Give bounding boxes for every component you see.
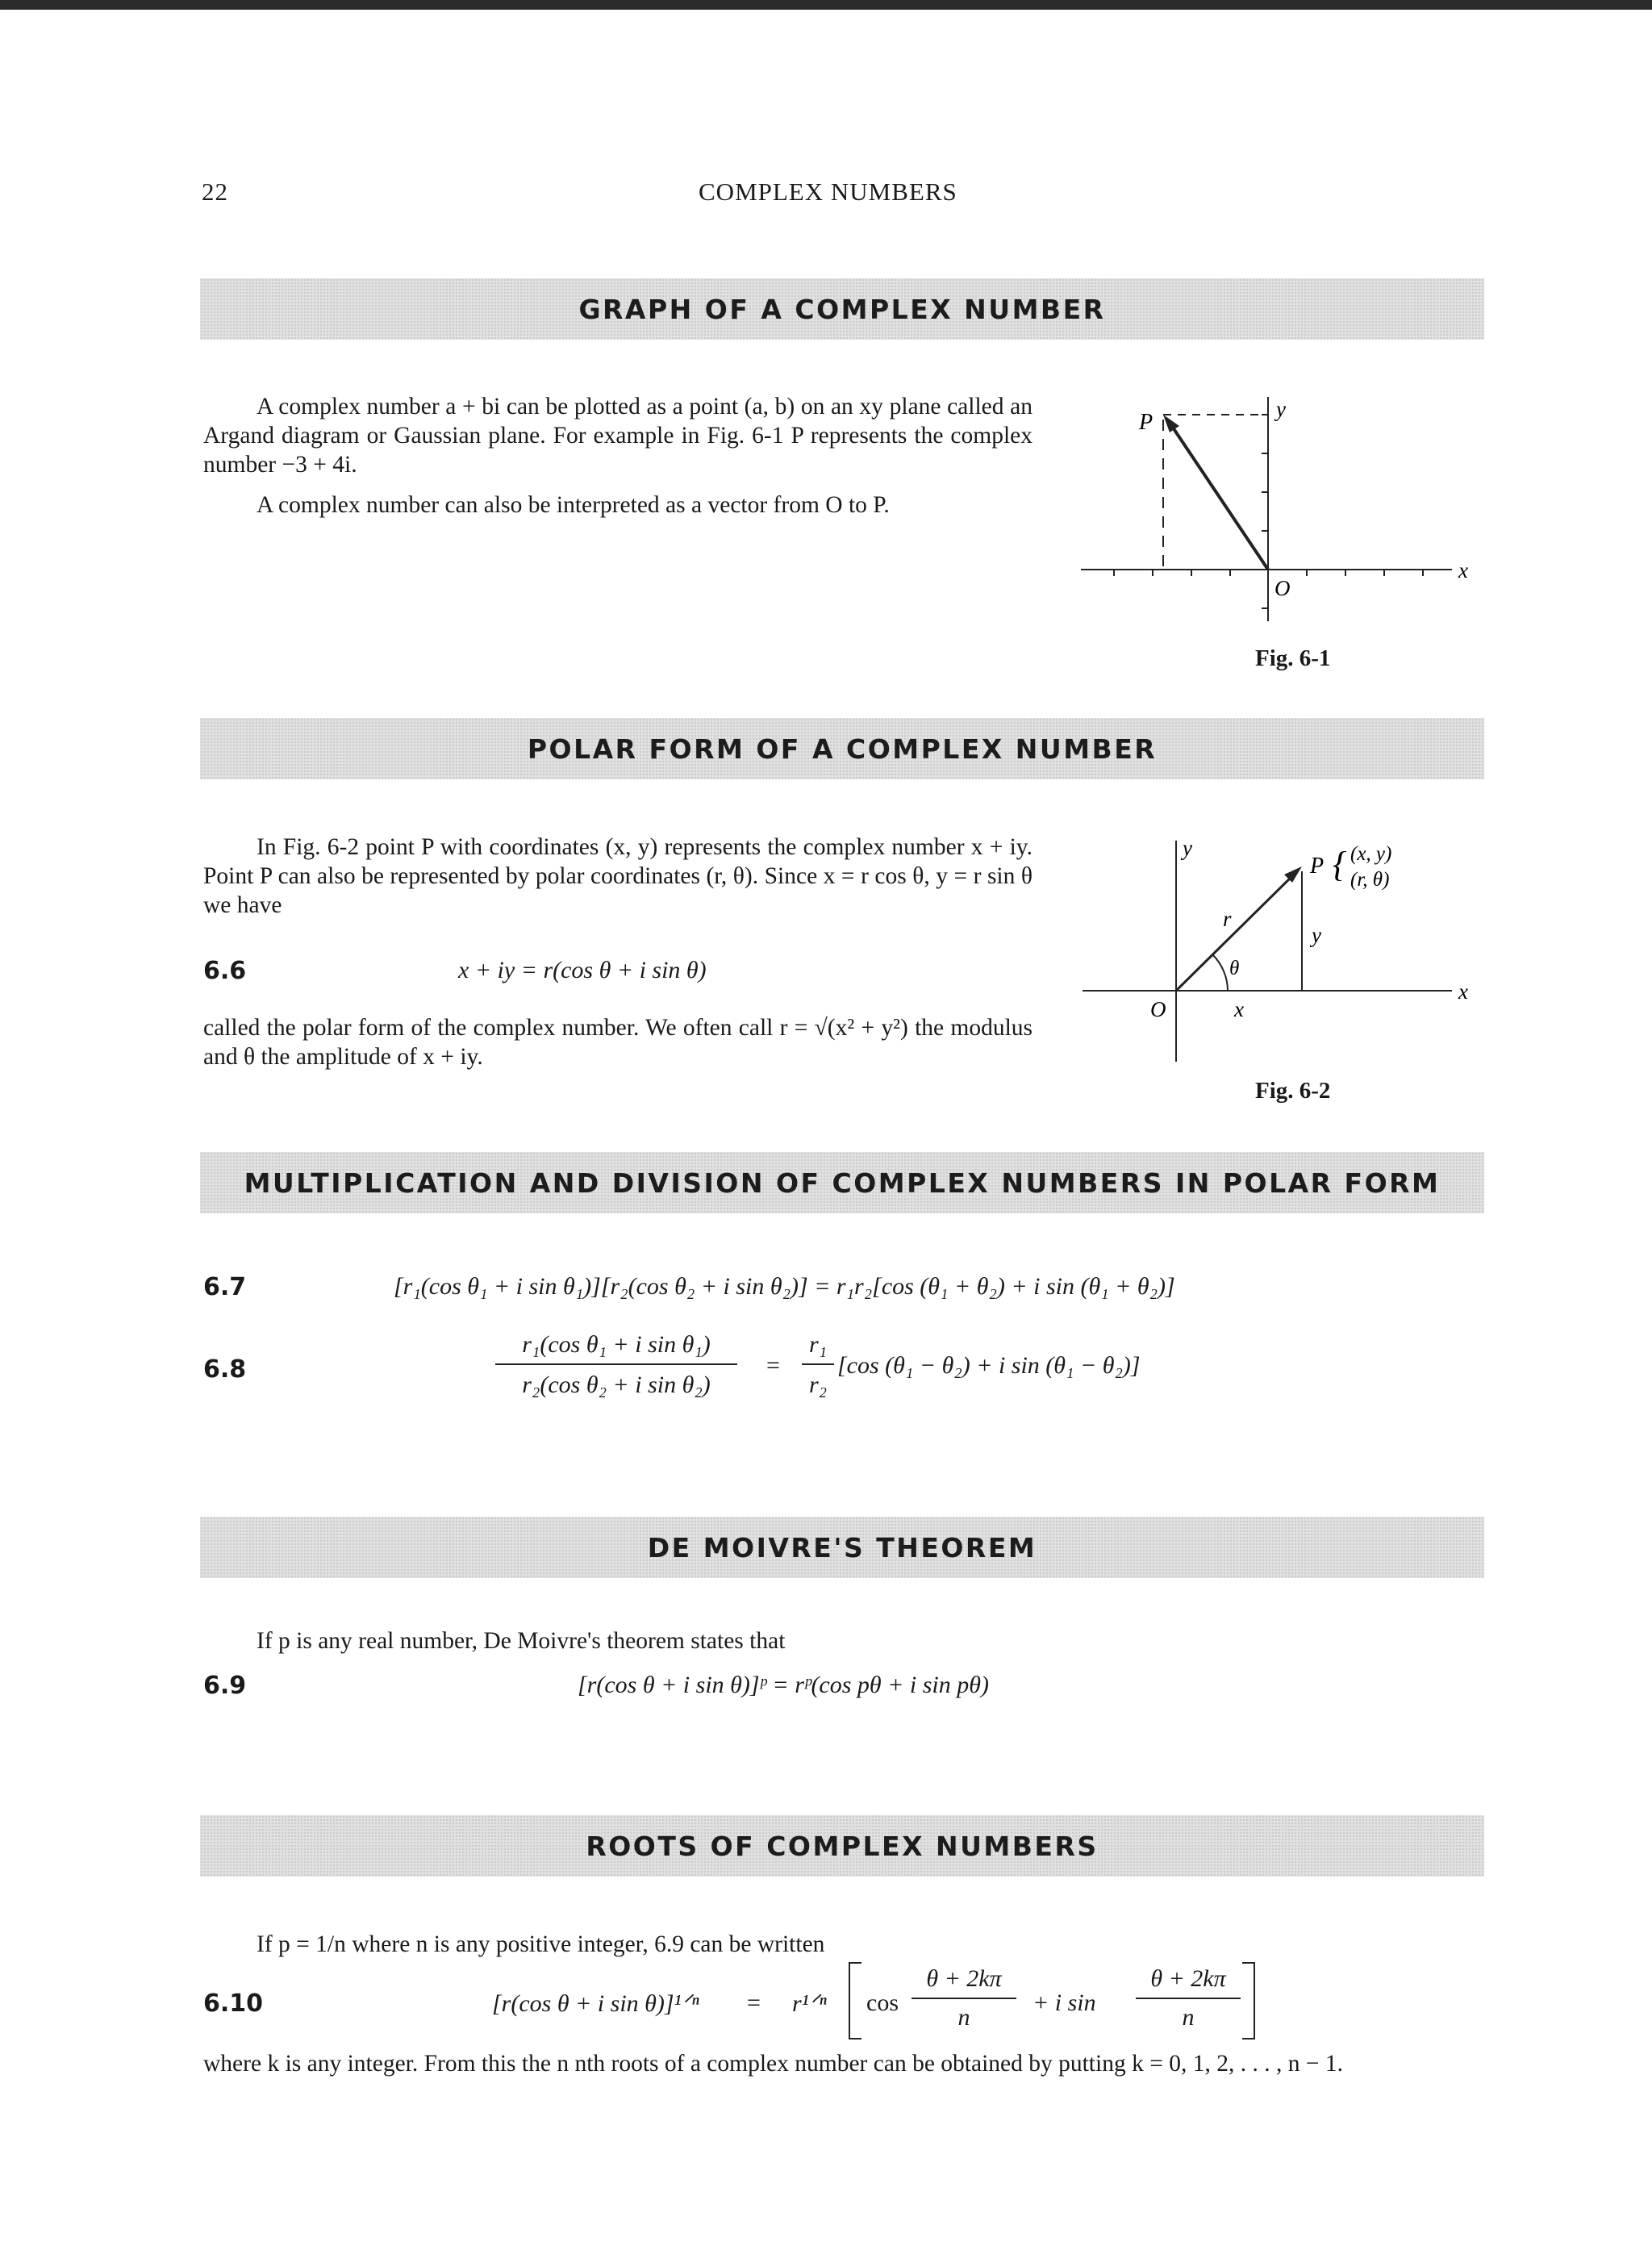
equation-6-7: [r₁(cos θ₁ + i sin θ₁)][r₂(cos θ₂ + i sin θ₂)] = r₁r₂[cos (θ₁ + θ₂) + i sin (θ₁ + θ₂)] (394, 1273, 1175, 1300)
eq-6-8-r2: r₂ (808, 1371, 828, 1398)
equation-6-6: x + iy = r(cos θ + i sin θ) (458, 957, 707, 983)
eq-6-8-fraction-bar (495, 1363, 737, 1365)
polar-paragraph-1: In Fig. 6-2 point P with coordinates (x, y) represents the complex number x + iy. Point P can also be represented by polar coordinates (r, θ). Since x = r cos θ, y = r sin θ we have (203, 834, 1032, 918)
top-rule (0, 0, 1652, 10)
section-heading-muldiv: MULTIPLICATION AND DIVISION OF COMPLEX NUMBERS IN POLAR FORM (200, 1152, 1484, 1213)
eq-6-8-numerator: r₁(cos θ₁ + i sin θ₁) (522, 1331, 711, 1358)
eq-6-8-rhs: [cos (θ₁ − θ₂) + i sin (θ₁ − θ₂)] (837, 1352, 1141, 1379)
graph-paragraph-2: A complex number can also be interpreted as a vector from O to P. (257, 492, 890, 518)
label-o: O (1150, 997, 1166, 1021)
figure-6-2 (1073, 831, 1492, 1089)
section-heading-graph: GRAPH OF A COMPLEX NUMBER (200, 278, 1484, 340)
label-theta: θ (1229, 958, 1240, 979)
label-o: O (1274, 576, 1291, 600)
figure-6-2-caption: Fig. 6-2 (1255, 1078, 1331, 1104)
eq-6-10-right-bracket (1242, 1962, 1255, 2039)
eq-6-10-frac2-bar (1136, 1998, 1241, 1999)
demoivre-paragraph: If p is any real number, De Moivre's theorem states that (257, 1628, 786, 1654)
eq-6-10-frac1-num: θ + 2kπ (926, 1965, 1002, 1992)
graph-paragraph-1: A complex number a + bi can be plotted as a point (a, b) on an xy plane called an Argand diagram or Gaussian plane. For example in Fig. 6-1 P represents the complex number −3 + 4i. (203, 394, 1032, 478)
label-x: x (1458, 979, 1468, 1004)
eq-6-8-equals: = (766, 1352, 780, 1379)
eq-number-6-6: 6.6 (203, 957, 247, 985)
label-y: y (1183, 836, 1192, 860)
eq-6-10-cos: cos (866, 1989, 899, 2016)
label-x-segment: x (1234, 997, 1244, 1021)
figure-6-1-caption: Fig. 6-1 (1255, 645, 1331, 671)
polar-paragraph-2: called the polar form of the complex number. We often call r = √(x² + y²) the modulus and θ the amplitude of x + iy. (203, 1015, 1032, 1070)
eq-6-10-frac2-den: n (1182, 2004, 1195, 2031)
eq-6-8-r1: r₁ (808, 1331, 828, 1358)
eq-number-6-8: 6.8 (203, 1355, 247, 1384)
roots-paragraph-1: If p = 1/n where n is any positive integer, 6.9 can be written (257, 1931, 825, 1957)
eq-6-10-lhs: [r(cos θ + i sin θ)]¹ᐟⁿ (492, 1990, 699, 2017)
eq-number-6-7: 6.7 (203, 1273, 247, 1301)
eq-6-10-left-bracket (849, 1962, 861, 2039)
roots-paragraph-2: where k is any integer. From this the n nth roots of a complex number can be obtained by putting k = 0, 1, 2, . . . , n − 1. (203, 2051, 1343, 2077)
eq-6-10-frac1-den: n (957, 2004, 970, 2031)
figure-6-1 (1073, 387, 1492, 678)
label-p: P (1310, 854, 1325, 879)
eq-6-10-plus-isin: + i sin (1032, 1989, 1096, 2016)
label-x: x (1458, 558, 1468, 582)
label-xy: (x, y) (1350, 843, 1392, 865)
eq-number-6-10: 6.10 (203, 1989, 264, 2018)
equation-6-9: [r(cos θ + i sin θ)]ᵖ = rᵖ(cos pθ + i sin pθ) (578, 1672, 989, 1698)
label-y: y (1276, 397, 1286, 421)
vector-arrowhead (1163, 415, 1179, 432)
section-heading-roots: ROOTS OF COMPLEX NUMBERS (200, 1815, 1484, 1877)
eq-6-10-frac1-bar (912, 1998, 1016, 1999)
label-r: r (1223, 907, 1232, 931)
label-p: P (1139, 410, 1153, 435)
eq-6-10-frac2-num: θ + 2kπ (1150, 1965, 1226, 1992)
eq-number-6-9: 6.9 (203, 1672, 247, 1700)
eq-6-10-r: r¹ᐟⁿ (792, 1990, 827, 2017)
angle-arc (1212, 954, 1228, 991)
eq-6-10-equals: = (747, 1989, 761, 2016)
vector-op (1170, 423, 1268, 570)
brace: { (1333, 845, 1347, 884)
running-title: COMPLEX NUMBERS (699, 177, 957, 206)
y-ticks (1262, 415, 1268, 608)
section-heading-polar: POLAR FORM OF A COMPLEX NUMBER (200, 718, 1484, 779)
eq-6-8-r-bar (802, 1363, 834, 1365)
label-y-segment: y (1312, 923, 1321, 947)
graph-text (203, 392, 1032, 520)
label-rtheta: (r, θ) (1350, 869, 1390, 891)
section-heading-demoivre: DE MOIVRE'S THEOREM (200, 1517, 1484, 1578)
page-number: 22 (202, 177, 228, 206)
eq-6-8-denominator: r₂(cos θ₂ + i sin θ₂) (522, 1371, 711, 1398)
